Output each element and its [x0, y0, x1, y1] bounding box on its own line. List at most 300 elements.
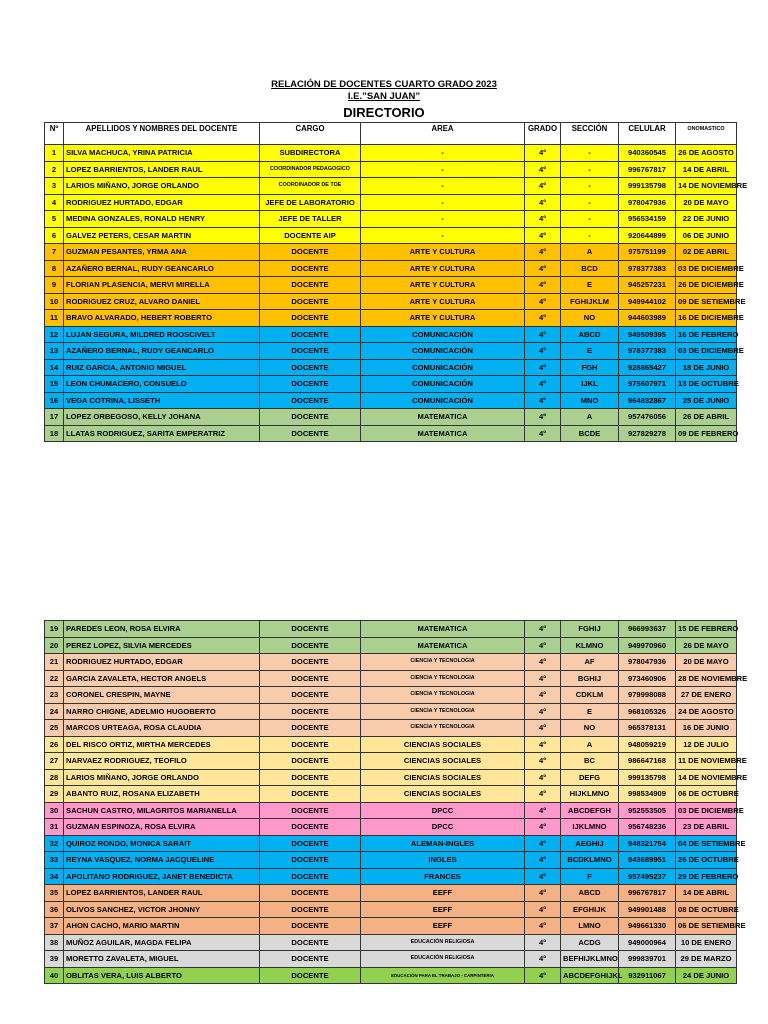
teacher-name: AZAÑERO BERNAL, RUDY GEANCARLO: [64, 260, 260, 277]
teacher-grado: 4º: [525, 621, 561, 638]
teacher-onomastico: 29 DE FEBRERO: [676, 868, 737, 885]
teacher-area: EEFF: [361, 901, 525, 918]
teacher-area: CIENCIA Y TECNOLOGIA: [361, 670, 525, 687]
teacher-seccion: ABCDEFGH: [561, 802, 619, 819]
teacher-grado: 4º: [525, 835, 561, 852]
teacher-name: GARCIA ZAVALETA, HECTOR ANGELS: [64, 670, 260, 687]
table-header-row: [45, 123, 737, 145]
teacher-name: FLORIAN PLASENCIA, MERVI MIRELLA: [64, 277, 260, 294]
teacher-celular: 978047936: [619, 194, 676, 211]
teacher-name: ABANTO RUIZ, ROSANA ELIZABETH: [64, 786, 260, 803]
table-row: [45, 802, 737, 819]
teacher-celular: 952553505: [619, 802, 676, 819]
row-number: 17: [45, 409, 64, 426]
teacher-onomastico: 06 DE JUNIO: [676, 227, 737, 244]
teacher-seccion: -: [561, 178, 619, 195]
teacher-name: LOPEZ ORBEGOSO, KELLY JOHANA: [64, 409, 260, 426]
table-row: [45, 359, 737, 376]
teacher-celular: 986647168: [619, 753, 676, 770]
teacher-onomastico: 26 DE ABRIL: [676, 409, 737, 426]
document-title: RELACIÓN DE DOCENTES CUARTO GRADO 2023: [271, 79, 497, 90]
header-onomastico: ONOMASTICO: [676, 123, 737, 145]
table-row: [45, 409, 737, 426]
teacher-grado: 4º: [525, 227, 561, 244]
table-row: [45, 967, 737, 984]
teacher-name: REYNA VASQUEZ, NORMA JACQUELINE: [64, 852, 260, 869]
teacher-grado: 4º: [525, 786, 561, 803]
teacher-cargo: COORDINADOR DE TOE: [260, 178, 361, 195]
teacher-celular: 999839701: [619, 951, 676, 968]
teacher-area: FRANCES: [361, 868, 525, 885]
teacher-onomastico: 14 DE NOVIEMBRE: [676, 178, 737, 195]
teacher-name: AHON CACHO, MARIO MARTIN: [64, 918, 260, 935]
teacher-celular: 949901488: [619, 901, 676, 918]
row-number: 3: [45, 178, 64, 195]
teacher-area: CIENCIAS SOCIALES: [361, 786, 525, 803]
teacher-area: COMUNICACIÓN: [361, 326, 525, 343]
row-number: 30: [45, 802, 64, 819]
table-row: [45, 670, 737, 687]
teacher-seccion: MNO: [561, 392, 619, 409]
teacher-grado: 4º: [525, 178, 561, 195]
teacher-onomastico: 09 DE FEBRERO: [676, 425, 737, 442]
teacher-name: DEL RISCO ORTIZ, MIRTHA MERCEDES: [64, 736, 260, 753]
teacher-seccion: -: [561, 161, 619, 178]
header-cargo: CARGO: [260, 123, 361, 145]
teacher-area: CIENCIAS SOCIALES: [361, 769, 525, 786]
row-number: 21: [45, 654, 64, 671]
teacher-area: DPCC: [361, 819, 525, 836]
teacher-seccion: F: [561, 868, 619, 885]
teacher-seccion: EFGHIJK: [561, 901, 619, 918]
teacher-name: MARCOS URTEAGA, ROSA CLAUDIA: [64, 720, 260, 737]
teacher-celular: 949000964: [619, 934, 676, 951]
teacher-area: -: [361, 211, 525, 228]
teacher-onomastico: 08 DE OCTUBRE: [676, 901, 737, 918]
teacher-area: COMUNICACIÓN: [361, 343, 525, 360]
teacher-name: LLATAS RODRIGUEZ, SARITA EMPERATRIZ: [64, 425, 260, 442]
row-number: 15: [45, 376, 64, 393]
row-number: 40: [45, 967, 64, 984]
teacher-onomastico: 15 DE FEBRERO: [676, 621, 737, 638]
table-row: [45, 343, 737, 360]
teacher-grado: 4º: [525, 670, 561, 687]
teacher-area: EEFF: [361, 918, 525, 935]
row-number: 18: [45, 425, 64, 442]
teacher-cargo: DOCENTE: [260, 753, 361, 770]
school-name: I.E.”SAN JUAN”: [347, 91, 421, 102]
teacher-celular: 948059219: [619, 736, 676, 753]
teacher-onomastico: 22 DE JUNIO: [676, 211, 737, 228]
teacher-celular: 945257231: [619, 277, 676, 294]
teacher-area: EEFF: [361, 885, 525, 902]
row-number: 32: [45, 835, 64, 852]
table-row: [45, 918, 737, 935]
row-number: 8: [45, 260, 64, 277]
teacher-name: LOPEZ BARRIENTOS, LANDER RAUL: [64, 161, 260, 178]
teacher-grado: 4º: [525, 211, 561, 228]
teacher-area: ARTE Y CULTURA: [361, 310, 525, 327]
teacher-name: APOLITANO RODRIGUEZ, JANET BENEDICTA: [64, 868, 260, 885]
teacher-celular: 999135798: [619, 178, 676, 195]
table-row: [45, 769, 737, 786]
table-body-part2: [45, 621, 748, 984]
teacher-name: LUJAN SEGURA, MILDRED ROOSCIVELT: [64, 326, 260, 343]
teacher-name: RODRIGUEZ CRUZ, ALVARO DANIEL: [64, 293, 260, 310]
teacher-onomastico: 03 DE DICIEMBRE: [676, 260, 737, 277]
teacher-seccion: ACDG: [561, 934, 619, 951]
teacher-celular: 928865427: [619, 359, 676, 376]
table-row: [45, 819, 737, 836]
table-row: [45, 720, 737, 737]
teacher-celular: 975751199: [619, 244, 676, 261]
teacher-grado: 4º: [525, 687, 561, 704]
teacher-grado: 4º: [525, 260, 561, 277]
table-row: [45, 161, 737, 178]
teacher-grado: 4º: [525, 359, 561, 376]
teacher-onomastico: 25 DE JUNIO: [676, 392, 737, 409]
teacher-celular: 943689951: [619, 852, 676, 869]
teacher-seccion: E: [561, 343, 619, 360]
teacher-cargo: DOCENTE: [260, 392, 361, 409]
teacher-celular: 978377383: [619, 343, 676, 360]
teacher-cargo: DOCENTE: [260, 326, 361, 343]
teacher-cargo: DOCENTE: [260, 310, 361, 327]
teacher-cargo: DOCENTE: [260, 359, 361, 376]
row-number: 26: [45, 736, 64, 753]
teacher-area: INGLES: [361, 852, 525, 869]
row-number: 39: [45, 951, 64, 968]
teacher-seccion: -: [561, 194, 619, 211]
teacher-area: DPCC: [361, 802, 525, 819]
teacher-cargo: DOCENTE: [260, 885, 361, 902]
teacher-cargo: DOCENTE: [260, 786, 361, 803]
teacher-cargo: DOCENTE: [260, 934, 361, 951]
row-number: 28: [45, 769, 64, 786]
teacher-seccion: IJKL: [561, 376, 619, 393]
teacher-area: CIENCIA Y TECNOLOGIA: [361, 720, 525, 737]
row-number: 6: [45, 227, 64, 244]
teacher-grado: 4º: [525, 343, 561, 360]
teacher-cargo: DOCENTE: [260, 260, 361, 277]
teacher-grado: 4º: [525, 277, 561, 294]
teacher-onomastico: 14 DE ABRIL: [676, 885, 737, 902]
row-number: 19: [45, 621, 64, 638]
teacher-onomastico: 28 DE NOVIEMBRE: [676, 670, 737, 687]
table-row: [45, 852, 737, 869]
teacher-celular: 949970960: [619, 637, 676, 654]
teacher-area: MATEMATICA: [361, 409, 525, 426]
teacher-celular: 949661330: [619, 918, 676, 935]
teacher-area: MATEMATICA: [361, 425, 525, 442]
teacher-celular: 927829278: [619, 425, 676, 442]
teacher-seccion: -: [561, 145, 619, 162]
teacher-cargo: DOCENTE: [260, 951, 361, 968]
teacher-onomastico: 26 DE OCTUBRE: [676, 852, 737, 869]
teacher-cargo: DOCENTE: [260, 409, 361, 426]
table-row: [45, 654, 737, 671]
teacher-onomastico: 09 DE SETIEMBRE: [676, 293, 737, 310]
teacher-seccion: A: [561, 409, 619, 426]
teacher-area: CIENCIA Y TECNOLOGIA: [361, 703, 525, 720]
teacher-grado: 4º: [525, 293, 561, 310]
teacher-celular: 948321754: [619, 835, 676, 852]
teacher-name: MEDINA GONZALES, RONALD HENRY: [64, 211, 260, 228]
row-number: 12: [45, 326, 64, 343]
directory-heading: DIRECTORIO: [343, 105, 425, 120]
row-number: 34: [45, 868, 64, 885]
teacher-cargo: DOCENTE: [260, 425, 361, 442]
teacher-seccion: FGHIJKLM: [561, 293, 619, 310]
teacher-grado: 4º: [525, 703, 561, 720]
row-number: 27: [45, 753, 64, 770]
header-celular: CELULAR: [619, 123, 676, 145]
teacher-seccion: HIJKLMNO: [561, 786, 619, 803]
table-row: [45, 835, 737, 852]
table-row: [45, 376, 737, 393]
teacher-name: PAREDES LEON, ROSA ELVIRA: [64, 621, 260, 638]
teacher-celular: 956748236: [619, 819, 676, 836]
table-row: [45, 901, 737, 918]
teacher-grado: 4º: [525, 376, 561, 393]
table-row: [45, 392, 737, 409]
teacher-area: CIENCIAS SOCIALES: [361, 753, 525, 770]
teacher-grado: 4º: [525, 967, 561, 984]
teacher-cargo: DOCENTE: [260, 654, 361, 671]
teacher-seccion: BEFHIJKLMNO: [561, 951, 619, 968]
teacher-name: PEREZ LOPEZ, SILVIA MERCEDES: [64, 637, 260, 654]
row-number: 9: [45, 277, 64, 294]
row-number: 36: [45, 901, 64, 918]
teacher-celular: 956534159: [619, 211, 676, 228]
table-row: [45, 425, 737, 442]
row-number: 20: [45, 637, 64, 654]
teacher-seccion: CDKLM: [561, 687, 619, 704]
teacher-celular: 996767817: [619, 885, 676, 902]
table-body-part1: [45, 145, 748, 442]
teacher-onomastico: 12 DE JULIO: [676, 736, 737, 753]
teacher-cargo: DOCENTE: [260, 670, 361, 687]
teacher-name: QUIROZ RONDO, MONICA SARAIT: [64, 835, 260, 852]
teacher-celular: 944603989: [619, 310, 676, 327]
teacher-area: CIENCIAS SOCIALES: [361, 736, 525, 753]
teacher-seccion: BGHIJ: [561, 670, 619, 687]
teacher-cargo: DOCENTE: [260, 769, 361, 786]
teacher-name: OLIVOS SANCHEZ, VICTOR JHONNY: [64, 901, 260, 918]
teacher-seccion: E: [561, 277, 619, 294]
teacher-name: RUIZ GARCIA, ANTONIO MIGUEL: [64, 359, 260, 376]
teacher-cargo: DOCENTE: [260, 277, 361, 294]
teacher-seccion: LMNO: [561, 918, 619, 935]
teacher-name: NARRO CHIGNE, ADELMIO HUGOBERTO: [64, 703, 260, 720]
teacher-name: MUÑOZ AGUILAR, MAGDA FELIPA: [64, 934, 260, 951]
table-row: [45, 934, 737, 951]
teacher-area: EDUCACIÓN PARA EL TRABAJO - CARPINTERIA: [361, 967, 525, 984]
teacher-celular: 957495237: [619, 868, 676, 885]
table-row: [45, 178, 737, 195]
teacher-grado: 4º: [525, 819, 561, 836]
teacher-area: -: [361, 145, 525, 162]
header-grado: GRADO: [525, 123, 561, 145]
teacher-onomastico: 26 DE DICIEMBRE: [676, 277, 737, 294]
teacher-seccion: BCDKLMNO: [561, 852, 619, 869]
teacher-celular: 998534909: [619, 786, 676, 803]
teacher-area: CIENCIA Y TECNOLOGIA: [361, 654, 525, 671]
teacher-seccion: E: [561, 703, 619, 720]
header-area: AREA: [361, 123, 525, 145]
teacher-seccion: AEGHIJ: [561, 835, 619, 852]
teacher-grado: 4º: [525, 425, 561, 442]
teacher-seccion: KLMNO: [561, 637, 619, 654]
teacher-onomastico: 06 DE OCTUBRE: [676, 786, 737, 803]
table-row: [45, 703, 737, 720]
teacher-celular: 920644899: [619, 227, 676, 244]
teacher-celular: 999135798: [619, 769, 676, 786]
row-number: 7: [45, 244, 64, 261]
teacher-name: GALVEZ PETERS, CESAR MARTIN: [64, 227, 260, 244]
teacher-cargo: DOCENTE: [260, 736, 361, 753]
teacher-area: MATEMATICA: [361, 621, 525, 638]
teacher-celular: 964832867: [619, 392, 676, 409]
teacher-celular: 966993637: [619, 621, 676, 638]
teacher-name: LEON CHUMACERO, CONSUELO: [64, 376, 260, 393]
row-number: 4: [45, 194, 64, 211]
teacher-onomastico: 20 DE MAYO: [676, 194, 737, 211]
teacher-onomastico: 02 DE ABRIL: [676, 244, 737, 261]
teacher-onomastico: 24 DE JUNIO: [676, 967, 737, 984]
header-number: Nº: [45, 123, 64, 145]
teacher-area: -: [361, 178, 525, 195]
teacher-grado: 4º: [525, 145, 561, 162]
teacher-seccion: A: [561, 736, 619, 753]
table-row: [45, 260, 737, 277]
table-row: [45, 211, 737, 228]
teacher-seccion: AF: [561, 654, 619, 671]
teacher-seccion: BCD: [561, 260, 619, 277]
row-number: 5: [45, 211, 64, 228]
teacher-onomastico: 06 DE SETIEMBRE: [676, 918, 737, 935]
row-number: 37: [45, 918, 64, 935]
teacher-area: EDUCACIÓN RELIGIOSA: [361, 934, 525, 951]
teacher-name: NARVAEZ RODRIGUEZ, TEOFILO: [64, 753, 260, 770]
teacher-seccion: ABCDEFGHIJKL: [561, 967, 619, 984]
row-number: 23: [45, 687, 64, 704]
row-number: 13: [45, 343, 64, 360]
teacher-cargo: DOCENTE: [260, 852, 361, 869]
header-name: APELLIDOS Y NOMBRES DEL DOCENTE: [64, 123, 260, 145]
teacher-celular: 957476056: [619, 409, 676, 426]
teacher-grado: 4º: [525, 951, 561, 968]
teacher-grado: 4º: [525, 654, 561, 671]
teacher-cargo: JEFE DE LABORATORIO: [260, 194, 361, 211]
teacher-seccion: BCDE: [561, 425, 619, 442]
teacher-name: BRAVO ALVARADO, HEBERT ROBERTO: [64, 310, 260, 327]
table-row: [45, 868, 737, 885]
table-row: [45, 736, 737, 753]
row-number: 11: [45, 310, 64, 327]
teacher-name: RODRIGUEZ HURTADO, EDGAR: [64, 194, 260, 211]
teacher-celular: 949509395: [619, 326, 676, 343]
teacher-onomastico: 27 DE ENERO: [676, 687, 737, 704]
teacher-onomastico: 03 DE DICIEMBRE: [676, 802, 737, 819]
teacher-onomastico: 10 DE ENERO: [676, 934, 737, 951]
teacher-area: COMUNICACIÓN: [361, 359, 525, 376]
teacher-area: ARTE Y CULTURA: [361, 244, 525, 261]
table-row: [45, 951, 737, 968]
teacher-grado: 4º: [525, 194, 561, 211]
teacher-celular: 979998088: [619, 687, 676, 704]
teacher-celular: 996767817: [619, 161, 676, 178]
row-number: 10: [45, 293, 64, 310]
teacher-seccion: DEFG: [561, 769, 619, 786]
teacher-cargo: DOCENTE: [260, 967, 361, 984]
teacher-name: SILVA MACHUCA, YRINA PATRICIA: [64, 145, 260, 162]
teacher-onomastico: 18 DE JUNIO: [676, 359, 737, 376]
teacher-seccion: IJKLMNO: [561, 819, 619, 836]
row-number: 29: [45, 786, 64, 803]
teacher-area: -: [361, 161, 525, 178]
teacher-grado: 4º: [525, 901, 561, 918]
table-row: [45, 621, 737, 638]
teacher-name: LOPEZ BARRIENTOS, LANDER RAUL: [64, 885, 260, 902]
teacher-cargo: DOCENTE: [260, 918, 361, 935]
teacher-grado: 4º: [525, 753, 561, 770]
teacher-grado: 4º: [525, 637, 561, 654]
teacher-name: GUZMAN ESPINOZA, ROSA ELVIRA: [64, 819, 260, 836]
teacher-onomastico: 04 DE SETIEMBRE: [676, 835, 737, 852]
teacher-grado: 4º: [525, 868, 561, 885]
teacher-cargo: DOCENTE: [260, 802, 361, 819]
table-row: [45, 277, 737, 294]
teacher-area: ARTE Y CULTURA: [361, 260, 525, 277]
teacher-grado: 4º: [525, 409, 561, 426]
teacher-name: MORETTO ZAVALETA, MIGUEL: [64, 951, 260, 968]
teacher-seccion: NO: [561, 310, 619, 327]
table-row: [45, 326, 737, 343]
teacher-name: LARIOS MIÑANO, JORGE ORLANDO: [64, 178, 260, 195]
teacher-seccion: ABCD: [561, 885, 619, 902]
row-number: 14: [45, 359, 64, 376]
teacher-celular: 940360545: [619, 145, 676, 162]
table-row: [45, 145, 737, 162]
teacher-celular: 978047936: [619, 654, 676, 671]
teacher-onomastico: 11 DE NOVIEMBRE: [676, 753, 737, 770]
table-row: [45, 227, 737, 244]
teacher-celular: 965378131: [619, 720, 676, 737]
teacher-celular: 973460906: [619, 670, 676, 687]
teacher-cargo: COORDINADOR PEDAGOGICO: [260, 161, 361, 178]
teacher-grado: 4º: [525, 736, 561, 753]
row-number: 25: [45, 720, 64, 737]
teacher-grado: 4º: [525, 769, 561, 786]
teacher-onomastico: 20 DE MAYO: [676, 654, 737, 671]
teacher-area: CIENCIA Y TECNOLOGIA: [361, 687, 525, 704]
teacher-onomastico: 14 DE ABRIL: [676, 161, 737, 178]
teacher-seccion: ABCD: [561, 326, 619, 343]
table-row: [45, 637, 737, 654]
teacher-area: -: [361, 227, 525, 244]
teacher-seccion: -: [561, 227, 619, 244]
teacher-cargo: DOCENTE: [260, 901, 361, 918]
teacher-grado: 4º: [525, 852, 561, 869]
table-row: [45, 885, 737, 902]
teacher-onomastico: 26 DE MAYO: [676, 637, 737, 654]
teacher-onomastico: 16 DE DICIEMBRE: [676, 310, 737, 327]
row-number: 24: [45, 703, 64, 720]
teacher-cargo: DOCENTE: [260, 868, 361, 885]
teacher-area: COMUNICACIÓN: [361, 392, 525, 409]
teacher-onomastico: 23 DE ABRIL: [676, 819, 737, 836]
